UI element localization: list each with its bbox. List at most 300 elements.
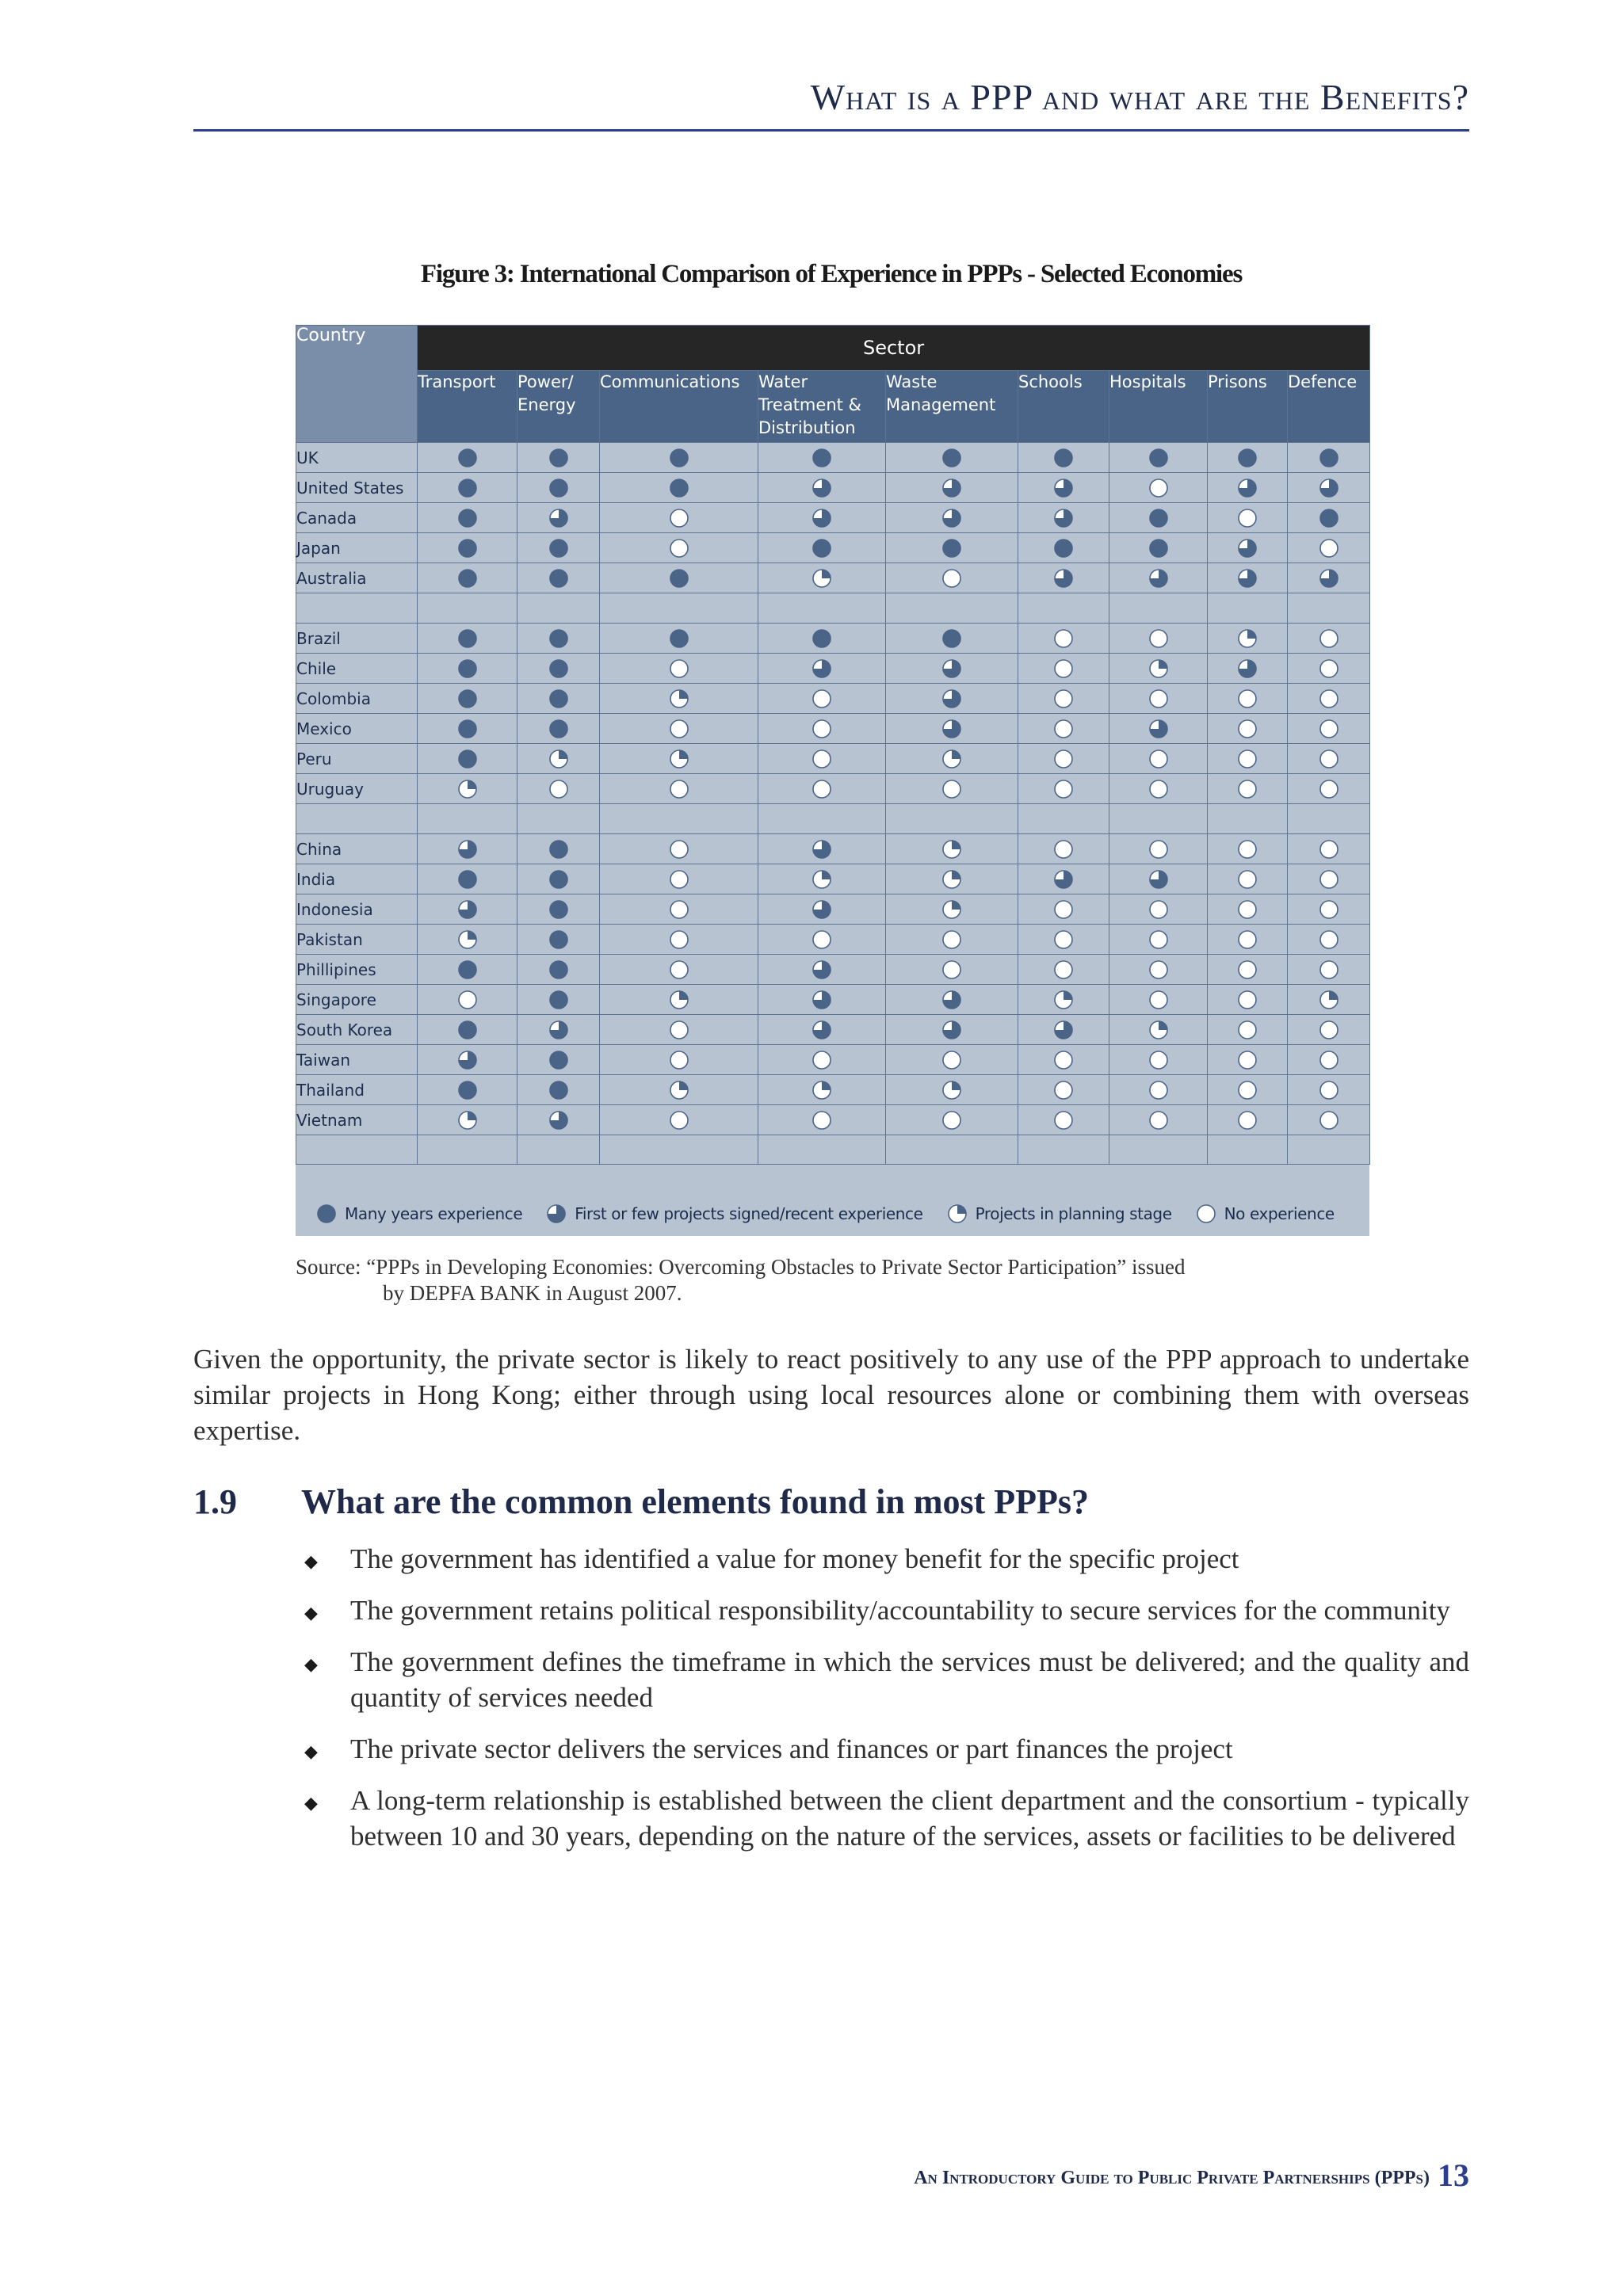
experience-cell bbox=[1288, 503, 1370, 533]
experience-no-experience-icon bbox=[812, 779, 832, 799]
sector-column-headers bbox=[296, 371, 1370, 443]
experience-cell bbox=[886, 894, 1018, 925]
country-name: Indonesia bbox=[296, 894, 418, 925]
experience-many-years-icon bbox=[457, 959, 478, 980]
legend-label: Many years experience bbox=[345, 1204, 523, 1223]
experience-cell bbox=[758, 1075, 886, 1105]
experience-no-experience-icon bbox=[1053, 839, 1074, 860]
experience-planning-stage-icon bbox=[1148, 1020, 1169, 1040]
column-header-communications: Communications bbox=[600, 371, 758, 443]
experience-cell bbox=[600, 864, 758, 894]
experience-no-experience-icon bbox=[1148, 478, 1169, 498]
experience-cell bbox=[1208, 714, 1288, 744]
experience-cell bbox=[1208, 1045, 1288, 1075]
experience-cell bbox=[418, 955, 517, 985]
experience-no-experience-icon bbox=[941, 929, 962, 950]
running-header-title: What is a PPP and what are the Benefits? bbox=[810, 77, 1469, 117]
experience-many-years-icon bbox=[457, 628, 478, 649]
country-name: Peru bbox=[296, 744, 418, 774]
experience-many-years-icon bbox=[548, 568, 569, 589]
experience-no-experience-icon bbox=[941, 779, 962, 799]
experience-first-few-projects-icon bbox=[1237, 538, 1258, 559]
experience-cell bbox=[1208, 744, 1288, 774]
experience-no-experience-icon bbox=[1319, 688, 1339, 709]
experience-cell bbox=[600, 955, 758, 985]
column-header-defence: Defence bbox=[1288, 371, 1370, 443]
experience-cell bbox=[418, 894, 517, 925]
experience-no-experience-icon bbox=[1148, 1110, 1169, 1131]
bullet-text: The government has identified a value for money benefit for the specific project bbox=[350, 1543, 1239, 1574]
experience-cell bbox=[1288, 834, 1370, 864]
country-name: Phillipines bbox=[296, 955, 418, 985]
experience-cell bbox=[418, 744, 517, 774]
experience-cell bbox=[1288, 473, 1370, 503]
experience-cell bbox=[1109, 443, 1208, 473]
experience-cell bbox=[886, 744, 1018, 774]
experience-cell bbox=[1109, 563, 1208, 593]
experience-first-few-projects-icon bbox=[1053, 869, 1074, 890]
experience-cell bbox=[1288, 714, 1370, 744]
experience-no-experience-icon bbox=[1148, 990, 1169, 1010]
experience-cell bbox=[517, 744, 600, 774]
country-name: Mexico bbox=[296, 714, 418, 744]
experience-first-few-projects-icon bbox=[457, 899, 478, 920]
experience-no-experience-icon bbox=[1237, 990, 1258, 1010]
experience-cell bbox=[1288, 443, 1370, 473]
experience-cell bbox=[600, 985, 758, 1015]
experience-cell bbox=[886, 684, 1018, 714]
experience-no-experience-icon bbox=[1148, 749, 1169, 769]
table-row bbox=[296, 925, 1370, 955]
experience-no-experience-icon bbox=[1237, 508, 1258, 528]
experience-no-experience-icon bbox=[1319, 899, 1339, 920]
table-row bbox=[296, 654, 1370, 684]
table-row bbox=[296, 1075, 1370, 1105]
experience-cell bbox=[1208, 834, 1288, 864]
experience-planning-stage-icon bbox=[669, 749, 689, 769]
experience-cell bbox=[758, 1015, 886, 1045]
experience-cell bbox=[1018, 714, 1109, 744]
experience-many-years-icon bbox=[457, 568, 478, 589]
experience-cell bbox=[1109, 744, 1208, 774]
experience-first-few-projects-icon bbox=[941, 990, 962, 1010]
experience-many-years-icon bbox=[1148, 448, 1169, 468]
experience-cell bbox=[517, 503, 600, 533]
experience-first-few-projects-icon bbox=[548, 508, 569, 528]
experience-no-experience-icon bbox=[669, 839, 689, 860]
experience-no-experience-icon bbox=[1053, 749, 1074, 769]
experience-cell bbox=[758, 744, 886, 774]
experience-cell bbox=[1109, 894, 1208, 925]
experience-cell bbox=[1109, 985, 1208, 1015]
experience-first-few-projects-icon bbox=[1148, 869, 1169, 890]
experience-many-years-icon bbox=[812, 448, 832, 468]
experience-cell bbox=[758, 925, 886, 955]
experience-cell bbox=[758, 985, 886, 1015]
experience-first-few-projects-icon bbox=[941, 508, 962, 528]
experience-no-experience-icon bbox=[1148, 839, 1169, 860]
experience-cell bbox=[1208, 473, 1288, 503]
experience-no-experience-icon bbox=[1237, 959, 1258, 980]
experience-cell bbox=[1109, 473, 1208, 503]
footer-title: An Introductory Guide to Public Private Partnerships (PPPs) bbox=[914, 2168, 1430, 2188]
experience-cell bbox=[886, 774, 1018, 804]
experience-many-years-icon bbox=[457, 448, 478, 468]
experience-no-experience-icon bbox=[1237, 749, 1258, 769]
experience-no-experience-icon bbox=[1237, 1110, 1258, 1131]
experience-cell bbox=[886, 1105, 1018, 1135]
experience-first-few-projects-icon bbox=[1053, 1020, 1074, 1040]
experience-many-years-icon bbox=[1053, 448, 1074, 468]
experience-cell bbox=[1018, 654, 1109, 684]
source-line-1: Source: “PPPs in Developing Economies: Overcoming Obstacles to Private Sector Participation” issued bbox=[296, 1255, 1186, 1279]
experience-cell bbox=[1109, 684, 1208, 714]
experience-no-experience-icon bbox=[941, 1110, 962, 1131]
table-row bbox=[296, 774, 1370, 804]
experience-cell bbox=[1109, 834, 1208, 864]
experience-cell bbox=[600, 443, 758, 473]
experience-many-years-icon bbox=[457, 749, 478, 769]
experience-many-years-icon bbox=[457, 869, 478, 890]
experience-no-experience-icon bbox=[1237, 1080, 1258, 1100]
experience-no-experience-icon bbox=[1053, 899, 1074, 920]
experience-no-experience-icon bbox=[669, 899, 689, 920]
experience-cell bbox=[1109, 503, 1208, 533]
experience-cell bbox=[886, 714, 1018, 744]
experience-cell bbox=[600, 473, 758, 503]
experience-cell bbox=[1288, 1105, 1370, 1135]
experience-cell bbox=[1018, 684, 1109, 714]
experience-many-years-icon bbox=[548, 1050, 569, 1070]
experience-first-few-projects-icon bbox=[812, 508, 832, 528]
experience-cell bbox=[517, 1075, 600, 1105]
experience-first-few-projects-icon bbox=[548, 1110, 569, 1131]
experience-planning-stage-icon bbox=[457, 779, 478, 799]
experience-no-experience-icon bbox=[1053, 929, 1074, 950]
column-header-power-energy: Power/ Energy bbox=[517, 371, 600, 443]
experience-cell bbox=[1288, 925, 1370, 955]
section-number: 1.9 bbox=[193, 1482, 237, 1521]
column-header-waste-management: Waste Management bbox=[886, 371, 1018, 443]
experience-many-years-icon bbox=[457, 538, 478, 559]
experience-cell bbox=[886, 624, 1018, 654]
experience-cell bbox=[517, 684, 600, 714]
list-item bbox=[301, 1731, 1469, 1767]
experience-cell bbox=[758, 774, 886, 804]
experience-many-years-icon bbox=[548, 990, 569, 1010]
country-column-header: Country bbox=[296, 326, 418, 443]
experience-no-experience-icon bbox=[1053, 1110, 1074, 1131]
experience-planning-stage-icon bbox=[457, 929, 478, 950]
experience-cell bbox=[886, 985, 1018, 1015]
experience-no-experience-icon bbox=[812, 929, 832, 950]
experience-cell bbox=[517, 1105, 600, 1135]
experience-cell bbox=[1288, 894, 1370, 925]
experience-cell bbox=[1109, 1105, 1208, 1135]
table-row bbox=[296, 473, 1370, 503]
experience-many-years-icon bbox=[457, 478, 478, 498]
experience-cell bbox=[758, 533, 886, 563]
figure-caption: Figure 3: International Comparison of Experience in PPPs - Selected Economies bbox=[420, 260, 1243, 288]
experience-many-years-icon bbox=[548, 1080, 569, 1100]
experience-no-experience-icon bbox=[669, 1020, 689, 1040]
experience-planning-stage-icon bbox=[457, 1110, 478, 1131]
experience-cell bbox=[517, 443, 600, 473]
country-name: Taiwan bbox=[296, 1045, 418, 1075]
experience-cell bbox=[418, 925, 517, 955]
experience-cell bbox=[886, 563, 1018, 593]
experience-first-few-projects-icon bbox=[812, 1020, 832, 1040]
experience-first-few-projects-icon bbox=[1148, 719, 1169, 739]
experience-cell bbox=[418, 864, 517, 894]
experience-cell bbox=[758, 443, 886, 473]
table-row bbox=[296, 503, 1370, 533]
experience-cell bbox=[886, 443, 1018, 473]
experience-no-experience-icon bbox=[812, 719, 832, 739]
experience-cell bbox=[1018, 1105, 1109, 1135]
experience-cell bbox=[418, 985, 517, 1015]
experience-no-experience-icon bbox=[941, 959, 962, 980]
experience-cell bbox=[758, 473, 886, 503]
legend-label: First or few projects signed/recent experience bbox=[575, 1204, 923, 1223]
experience-many-years-icon bbox=[941, 538, 962, 559]
table-row bbox=[296, 834, 1370, 864]
experience-many-years-icon bbox=[548, 719, 569, 739]
column-header-schools: Schools bbox=[1018, 371, 1109, 443]
experience-cell bbox=[1208, 654, 1288, 684]
experience-first-few-projects-icon bbox=[1237, 568, 1258, 589]
experience-planning-stage-icon bbox=[941, 869, 962, 890]
experience-cell bbox=[517, 1045, 600, 1075]
experience-cell bbox=[1018, 473, 1109, 503]
experience-cell bbox=[1018, 834, 1109, 864]
experience-cell bbox=[886, 1045, 1018, 1075]
experience-no-experience-icon bbox=[1148, 929, 1169, 950]
experience-no-experience-icon bbox=[1319, 779, 1339, 799]
diamond-bullet-icon: ◆ bbox=[304, 1741, 318, 1761]
experience-cell bbox=[600, 744, 758, 774]
experience-many-years-icon bbox=[457, 719, 478, 739]
experience-no-experience-icon bbox=[669, 538, 689, 559]
experience-cell bbox=[1208, 503, 1288, 533]
table-row bbox=[296, 714, 1370, 744]
country-name: Colombia bbox=[296, 684, 418, 714]
experience-cell bbox=[1018, 925, 1109, 955]
experience-cell bbox=[600, 503, 758, 533]
body-paragraph: Given the opportunity, the private sector is likely to react positively to any use of the PPP approach to undertake similar projects in Hong Kong; either through using local resources alone or combining them with overseas expertise. bbox=[193, 1344, 1469, 1446]
experience-cell bbox=[1018, 894, 1109, 925]
table-row bbox=[296, 864, 1370, 894]
experience-many-years-icon bbox=[457, 1020, 478, 1040]
experience-first-few-projects-icon bbox=[1237, 478, 1258, 498]
experience-first-few-projects-icon bbox=[1053, 478, 1074, 498]
experience-no-experience-icon bbox=[1319, 658, 1339, 679]
experience-no-experience-icon bbox=[669, 1110, 689, 1131]
experience-no-experience-icon bbox=[669, 658, 689, 679]
experience-cell bbox=[600, 624, 758, 654]
experience-cell bbox=[886, 503, 1018, 533]
experience-planning-stage-icon bbox=[941, 749, 962, 769]
diamond-bullet-icon: ◆ bbox=[304, 1603, 318, 1623]
experience-many-years-icon bbox=[1237, 448, 1258, 468]
experience-many-years-icon bbox=[548, 478, 569, 498]
experience-planning-stage-icon bbox=[941, 839, 962, 860]
header-rule bbox=[193, 129, 1469, 132]
experience-many-years-icon bbox=[548, 839, 569, 860]
column-header-transport: Transport bbox=[418, 371, 517, 443]
experience-planning-stage-icon bbox=[1053, 990, 1074, 1010]
experience-first-few-projects-icon bbox=[941, 478, 962, 498]
experience-cell bbox=[886, 925, 1018, 955]
experience-cell bbox=[1208, 774, 1288, 804]
experience-no-experience-icon bbox=[1053, 1080, 1074, 1100]
column-header-prisons: Prisons bbox=[1208, 371, 1288, 443]
experience-no-experience-icon bbox=[1148, 628, 1169, 649]
country-name: Canada bbox=[296, 503, 418, 533]
experience-no-experience-icon bbox=[1237, 719, 1258, 739]
country-name: China bbox=[296, 834, 418, 864]
experience-many-years-icon bbox=[812, 538, 832, 559]
experience-cell bbox=[418, 684, 517, 714]
experience-first-few-projects-icon bbox=[812, 990, 832, 1010]
experience-cell bbox=[886, 533, 1018, 563]
experience-many-years-icon bbox=[669, 568, 689, 589]
experience-first-few-projects-icon bbox=[812, 478, 832, 498]
experience-no-experience-icon bbox=[1053, 779, 1074, 799]
experience-cell bbox=[418, 443, 517, 473]
experience-cell bbox=[1018, 774, 1109, 804]
experience-no-experience-icon bbox=[1319, 959, 1339, 980]
table-row bbox=[296, 894, 1370, 925]
experience-no-experience-icon bbox=[1148, 899, 1169, 920]
experience-cell bbox=[600, 1045, 758, 1075]
list-item bbox=[301, 1592, 1469, 1628]
experience-cell bbox=[1208, 925, 1288, 955]
experience-cell bbox=[1018, 864, 1109, 894]
experience-cell bbox=[418, 1015, 517, 1045]
experience-cell bbox=[418, 774, 517, 804]
experience-cell bbox=[1288, 1075, 1370, 1105]
bullet-text: The private sector delivers the services and finances or part finances the project bbox=[350, 1733, 1233, 1764]
experience-cell bbox=[600, 654, 758, 684]
country-name: South Korea bbox=[296, 1015, 418, 1045]
spacer-row bbox=[296, 593, 1370, 624]
experience-cell bbox=[1288, 1015, 1370, 1045]
country-name: Thailand bbox=[296, 1075, 418, 1105]
ppp-experience-matrix bbox=[296, 325, 1369, 1236]
experience-cell bbox=[886, 834, 1018, 864]
experience-first-few-projects-icon bbox=[546, 1203, 567, 1224]
experience-cell bbox=[758, 894, 886, 925]
experience-first-few-projects-icon bbox=[1319, 568, 1339, 589]
experience-no-experience-icon bbox=[1237, 869, 1258, 890]
experience-many-years-icon bbox=[316, 1203, 337, 1224]
experience-many-years-icon bbox=[548, 538, 569, 559]
experience-cell bbox=[418, 1045, 517, 1075]
legend-label: No experience bbox=[1224, 1204, 1335, 1223]
experience-cell bbox=[1208, 894, 1288, 925]
experience-many-years-icon bbox=[548, 628, 569, 649]
table-row bbox=[296, 955, 1370, 985]
experience-cell bbox=[1208, 443, 1288, 473]
experience-cell bbox=[1288, 533, 1370, 563]
experience-cell bbox=[600, 684, 758, 714]
section-title: What are the common elements found in most PPPs? bbox=[301, 1482, 1089, 1521]
country-name: Australia bbox=[296, 563, 418, 593]
experience-many-years-icon bbox=[1148, 508, 1169, 528]
experience-first-few-projects-icon bbox=[812, 899, 832, 920]
bullet-text: A long-term relationship is established between the client department and the consortium - typically between 10 and 30 years, depending on the nature of the services, assets or facilities to be delivered bbox=[350, 1785, 1469, 1852]
experience-many-years-icon bbox=[812, 628, 832, 649]
experience-cell bbox=[1288, 624, 1370, 654]
experience-no-experience-icon bbox=[1319, 1080, 1339, 1100]
diamond-bullet-icon: ◆ bbox=[304, 1793, 318, 1813]
experience-cell bbox=[418, 533, 517, 563]
experience-cell bbox=[1018, 1015, 1109, 1045]
section-heading bbox=[193, 1482, 1089, 1522]
experience-planning-stage-icon bbox=[941, 1080, 962, 1100]
experience-cell bbox=[1208, 955, 1288, 985]
list-item bbox=[301, 1644, 1469, 1715]
experience-cell bbox=[517, 714, 600, 744]
experience-many-years-icon bbox=[548, 959, 569, 980]
experience-cell bbox=[1109, 714, 1208, 744]
experience-no-experience-icon bbox=[1053, 719, 1074, 739]
experience-cell bbox=[886, 1075, 1018, 1105]
experience-cell bbox=[1208, 864, 1288, 894]
experience-cell bbox=[517, 533, 600, 563]
experience-cell bbox=[1109, 533, 1208, 563]
spacer-row bbox=[296, 804, 1370, 834]
experience-cell bbox=[1208, 684, 1288, 714]
experience-cell bbox=[758, 654, 886, 684]
experience-no-experience-icon bbox=[1053, 1050, 1074, 1070]
experience-cell bbox=[758, 714, 886, 744]
experience-many-years-icon bbox=[669, 478, 689, 498]
experience-first-few-projects-icon bbox=[1319, 478, 1339, 498]
experience-no-experience-icon bbox=[812, 1050, 832, 1070]
experience-cell bbox=[1109, 925, 1208, 955]
experience-cell bbox=[1208, 985, 1288, 1015]
experience-cell bbox=[1018, 563, 1109, 593]
experience-cell bbox=[1208, 624, 1288, 654]
table-row bbox=[296, 1045, 1370, 1075]
experience-cell bbox=[418, 1105, 517, 1135]
diamond-bullet-icon: ◆ bbox=[304, 1654, 318, 1674]
experience-cell bbox=[1109, 955, 1208, 985]
experience-cell bbox=[886, 654, 1018, 684]
experience-planning-stage-icon bbox=[1319, 990, 1339, 1010]
table-row bbox=[296, 684, 1370, 714]
experience-cell bbox=[886, 955, 1018, 985]
bullet-text: The government defines the timeframe in which the services must be delivered; and the quality and quantity of services needed bbox=[350, 1646, 1469, 1713]
experience-no-experience-icon bbox=[669, 869, 689, 890]
legend-label: Projects in planning stage bbox=[975, 1204, 1172, 1223]
experience-cell bbox=[1109, 864, 1208, 894]
experience-many-years-icon bbox=[669, 448, 689, 468]
experience-no-experience-icon bbox=[669, 1050, 689, 1070]
experience-cell bbox=[517, 1015, 600, 1045]
table-row bbox=[296, 1105, 1370, 1135]
experience-no-experience-icon bbox=[1053, 658, 1074, 679]
experience-cell bbox=[517, 624, 600, 654]
experience-cell bbox=[758, 563, 886, 593]
experience-no-experience-icon bbox=[548, 779, 569, 799]
experience-no-experience-icon bbox=[1148, 779, 1169, 799]
experience-many-years-icon bbox=[457, 688, 478, 709]
country-name: Japan bbox=[296, 533, 418, 563]
experience-cell bbox=[1018, 955, 1109, 985]
